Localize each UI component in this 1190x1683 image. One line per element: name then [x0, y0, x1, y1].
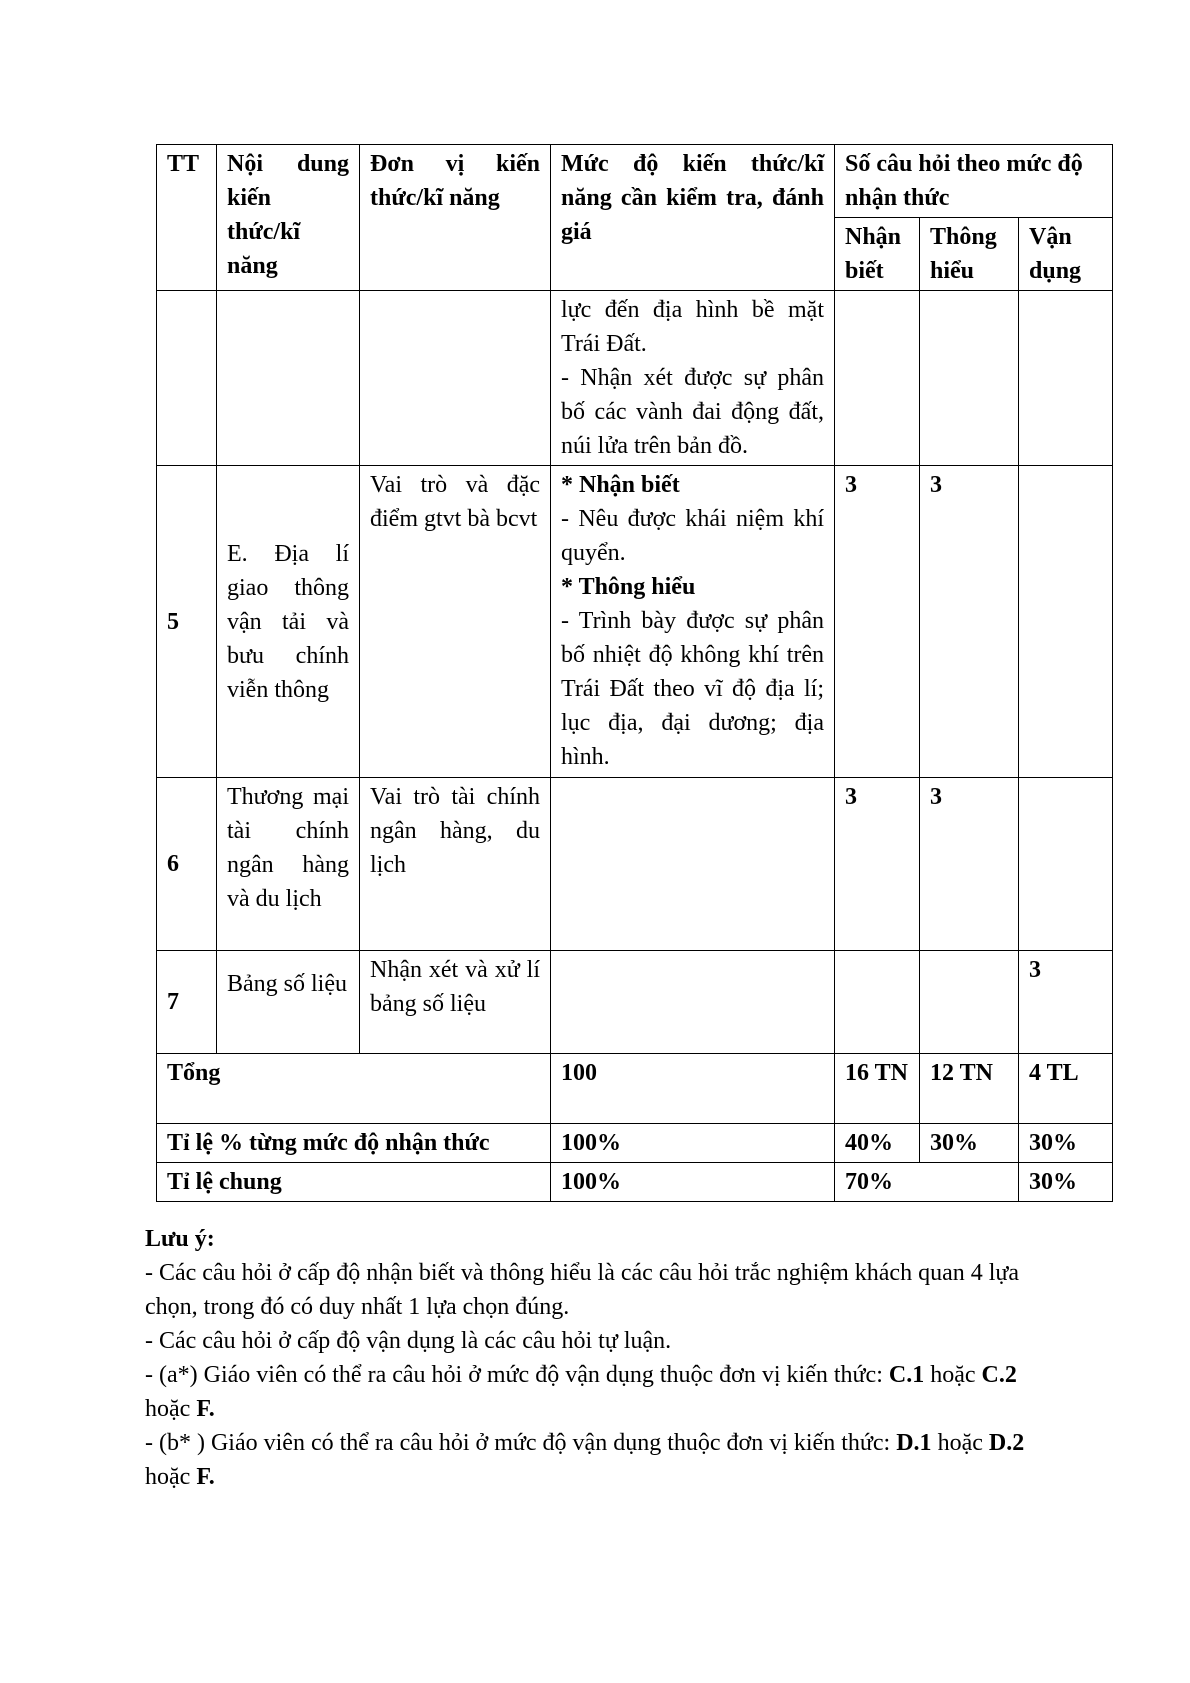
table-row: [157, 951, 1113, 1054]
note-text: hoặc: [924, 1362, 982, 1388]
note-line: - Các câu hỏi ở cấp độ nhận biết và thông hiểu là các câu hỏi trắc nghiệm khách quan 4 lựa chọn, trong đó có duy nhất 1 lựa chọn đúng.: [145, 1260, 1020, 1320]
row-vd: [1019, 466, 1113, 778]
level-line: - Nêu được khái niệm khí quyển.: [561, 506, 824, 566]
note-unit-ref: D.2: [988, 1430, 1025, 1456]
note-line: [145, 1426, 1065, 1494]
level-line: - Trình bày được sự phân bố nhiệt độ không khí trên Trái Đất theo vĩ độ địa lí; lục địa, đại dương; địa hình.: [561, 608, 824, 770]
total-value: 100: [551, 1054, 835, 1124]
general-nbth: 70%: [835, 1163, 1019, 1202]
ratio-value: 100%: [551, 1124, 835, 1163]
row-content: [217, 291, 360, 466]
header-thong-hieu: Thông hiểu: [920, 218, 1019, 291]
total-label: Tổng: [157, 1054, 551, 1124]
exam-matrix-table: [156, 144, 1113, 1202]
row-unit: [360, 291, 551, 466]
row-th: 3: [920, 466, 1019, 778]
note-line: - Các câu hỏi ở cấp độ vận dụng là các câu hỏi tự luận.: [145, 1328, 672, 1354]
row-level: [551, 466, 835, 778]
note-text: hoặc: [145, 1464, 197, 1490]
level-heading: * Nhận biết: [561, 472, 680, 498]
total-vd: 4 TL: [1019, 1054, 1113, 1124]
row-unit: Vai trò và đặc điểm gtvt bà bcvt: [360, 466, 551, 778]
row-vd: 3: [1019, 951, 1113, 1054]
note-unit-ref: F.: [196, 1396, 215, 1422]
notes-section: [145, 1222, 1065, 1494]
ratio-row: [157, 1124, 1113, 1163]
ratio-label: Tỉ lệ % từng mức độ nhận thức: [157, 1124, 551, 1163]
table-row: [157, 778, 1113, 951]
note-unit-ref: F.: [196, 1464, 215, 1490]
row-content: Bảng số liệu: [217, 951, 360, 1054]
general-label: Tỉ lệ chung: [157, 1163, 551, 1202]
ratio-nb: 40%: [835, 1124, 920, 1163]
row-th: [920, 291, 1019, 466]
table-row: [157, 291, 1113, 466]
row-vd: [1019, 778, 1113, 951]
row-th: [920, 951, 1019, 1054]
total-nb: 16 TN: [835, 1054, 920, 1124]
row-level: [551, 951, 835, 1054]
row-unit: Vai trò tài chính ngân hàng, du lịch: [360, 778, 551, 951]
row-content: Thương mại tài chính ngân hàng và du lịch: [217, 778, 360, 951]
row-th: 3: [920, 778, 1019, 951]
header-level: Mức độ kiến thức/kĩ năng cần kiểm tra, đánh giá: [551, 145, 835, 291]
row-vd: [1019, 291, 1113, 466]
row-level: [551, 291, 835, 466]
total-th: 12 TN: [920, 1054, 1019, 1124]
note-unit-ref: D.1: [896, 1430, 932, 1456]
header-nhan-biet: Nhận biết: [835, 218, 920, 291]
row-nb: 3: [835, 778, 920, 951]
ratio-vd: 30%: [1019, 1124, 1113, 1163]
row-tt: 5: [157, 466, 217, 778]
row-unit: Nhận xét và xử lí bảng số liệu: [360, 951, 551, 1054]
row-level: [551, 778, 835, 951]
note-unit-ref: C.1: [888, 1362, 925, 1388]
notes-title: Lưu ý:: [145, 1226, 215, 1252]
header-van-dung: Vận dụng: [1019, 218, 1113, 291]
header-content: Nội dung kiến thức/kĩ năng: [217, 145, 360, 291]
note-text: - (a*) Giáo viên có thể ra câu hỏi ở mức độ vận dụng thuộc đơn vị kiến thức:: [145, 1362, 889, 1388]
level-line: - Nhận xét được sự phân bố các vành đai động đất, núi lửa trên bản đồ.: [561, 365, 824, 459]
row-nb: 3: [835, 466, 920, 778]
general-value: 100%: [551, 1163, 835, 1202]
note-text: - (b* ) Giáo viên có thể ra câu hỏi ở mức độ vận dụng thuộc đơn vị kiến thức:: [145, 1430, 897, 1456]
level-line: lực đến địa hình bề mặt Trái Đất.: [561, 297, 824, 357]
row-tt: 6: [157, 778, 217, 951]
row-content: E. Địa lí giao thông vận tải và bưu chính viễn thông: [217, 466, 360, 778]
general-vd: 30%: [1019, 1163, 1113, 1202]
general-ratio-row: [157, 1163, 1113, 1202]
note-unit-ref: C.2: [981, 1362, 1017, 1388]
header-unit: Đơn vị kiến thức/kĩ năng: [360, 145, 551, 291]
row-nb: [835, 951, 920, 1054]
header-tt: TT: [157, 145, 217, 291]
header-row: [157, 145, 1113, 218]
total-row: [157, 1054, 1113, 1124]
note-text: hoặc: [145, 1396, 197, 1422]
header-question-count: Số câu hỏi theo mức độ nhận thức: [835, 145, 1113, 218]
row-tt: 7: [157, 951, 217, 1054]
row-nb: [835, 291, 920, 466]
note-line: [145, 1358, 1065, 1426]
level-heading: * Thông hiểu: [561, 574, 696, 600]
ratio-th: 30%: [920, 1124, 1019, 1163]
note-text: hoặc: [931, 1430, 989, 1456]
table-row: [157, 466, 1113, 778]
row-tt: [157, 291, 217, 466]
